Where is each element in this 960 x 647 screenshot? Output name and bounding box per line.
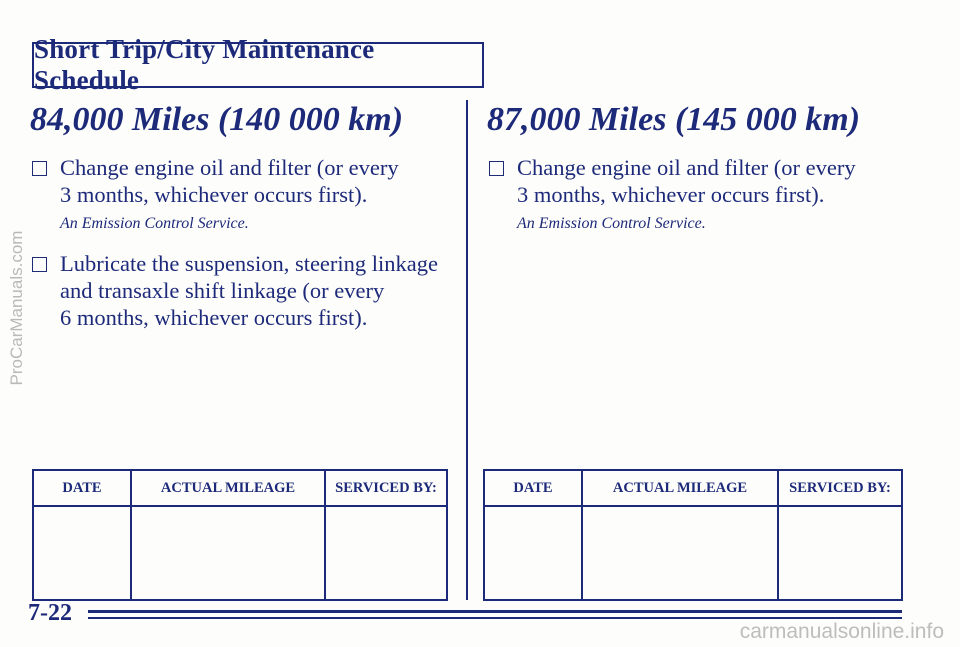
table-header-mileage: ACTUAL MILEAGE (131, 470, 325, 506)
table-header-mileage: ACTUAL MILEAGE (582, 470, 778, 506)
date-cell[interactable] (484, 506, 582, 600)
serviced-by-cell[interactable] (778, 506, 902, 600)
mileage-cell[interactable] (131, 506, 325, 600)
section-84000 (30, 100, 450, 337)
task-item (487, 154, 907, 208)
footer-rule-thin (88, 617, 902, 619)
bottom-watermark: carmanualsonline.info (739, 620, 944, 643)
task-item (30, 154, 450, 208)
mileage-cell[interactable] (582, 506, 778, 600)
table-header-date: DATE (33, 470, 131, 506)
table-header-date: DATE (484, 470, 582, 506)
task-line: Lubricate the suspension, steering linkage (60, 251, 439, 276)
service-record-table (483, 469, 903, 601)
side-watermark: ProCarManuals.com (7, 230, 26, 386)
task-note: An Emission Control Service. (60, 215, 249, 232)
table-header-serviced-by: SERVICED BY: (325, 470, 447, 506)
footer-rule (88, 610, 902, 613)
task-line: 6 months, whichever occurs first). (60, 305, 368, 330)
checkbox-icon[interactable] (489, 161, 504, 176)
task-line: Change engine oil and filter (or every (517, 155, 856, 180)
mileage-heading: 84,000 Miles (140 000 km) (30, 101, 404, 138)
task-line: 3 months, whichever occurs first). (60, 182, 368, 207)
date-cell[interactable] (33, 506, 131, 600)
task-line: Change engine oil and filter (or every (60, 155, 399, 180)
task-line: 3 months, whichever occurs first). (517, 182, 825, 207)
task-line: and transaxle shift linkage (or every (60, 278, 385, 303)
table-header-serviced-by: SERVICED BY: (778, 470, 902, 506)
checkbox-icon[interactable] (32, 161, 47, 176)
checkbox-icon[interactable] (32, 257, 47, 272)
service-record-table (32, 469, 448, 601)
page-number: 7-22 (28, 600, 72, 626)
serviced-by-cell[interactable] (325, 506, 447, 600)
task-item (30, 250, 450, 331)
section-87000 (487, 100, 907, 250)
page-title: Short Trip/City Maintenance Schedule (34, 34, 375, 95)
task-note: An Emission Control Service. (517, 215, 706, 232)
mileage-heading: 87,000 Miles (145 000 km) (487, 101, 861, 138)
page-title-box (32, 34, 484, 95)
column-divider (466, 100, 468, 600)
